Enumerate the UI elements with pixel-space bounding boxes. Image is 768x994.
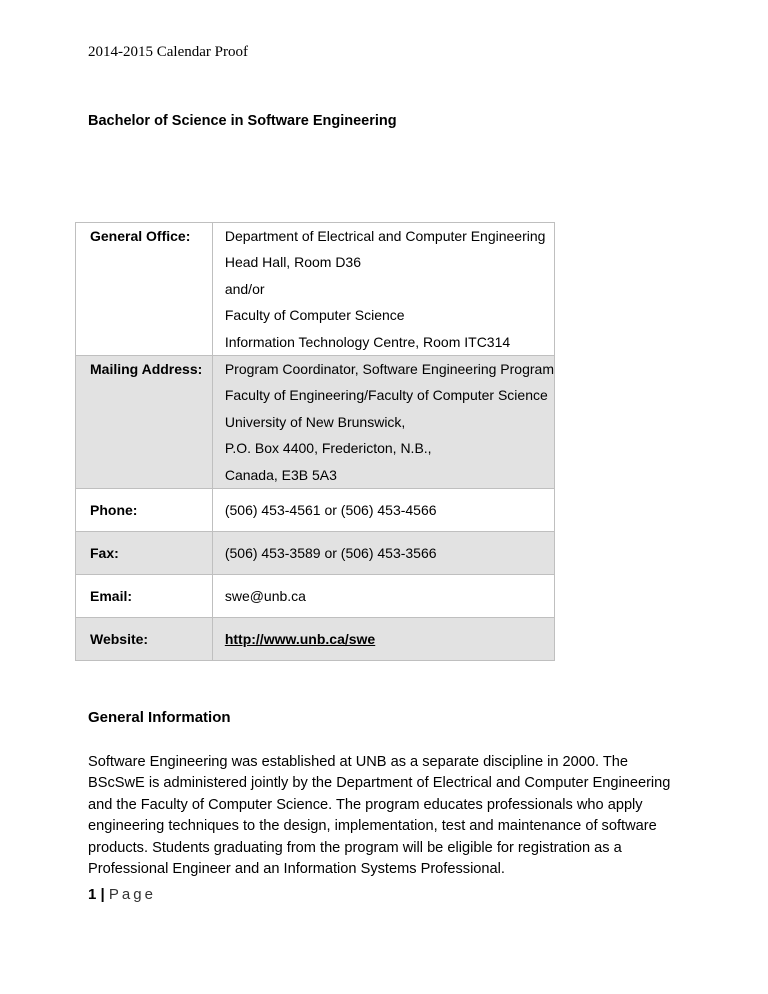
address-line: and/or — [224, 280, 265, 297]
fax-value: (506) 453-3589 or (506) 453-3566 — [212, 531, 554, 574]
contact-info-table — [75, 222, 555, 661]
table-row-general-office — [76, 223, 555, 356]
general-information-paragraph: Software Engineering was established at UNB as a separate discipline in 2000. The BScSwE is administered jointly by the Department of Electrical and Computer Engineering and the Faculty of Computer Science. The program educates professionals who apply engineering techniques to the design, implementation, test and maintenance of software products. Students graduating from the program will be eligible for registration as a Professional Engineer and an Information Systems Professional. — [88, 754, 671, 878]
page-footer — [88, 886, 156, 903]
address-line: Canada, E3B 5A3 — [224, 466, 337, 483]
table-row-website — [76, 617, 555, 660]
row-label: Website: — [76, 617, 213, 660]
website-link[interactable]: http://www.unb.ca/swe — [224, 630, 376, 647]
address-line: Information Technology Centre, Room ITC314 — [224, 333, 511, 350]
table-row-email — [76, 574, 555, 617]
row-label: General Office: — [76, 223, 213, 356]
website-cell — [212, 617, 554, 660]
address-line: Program Coordinator, Software Engineering Program — [224, 360, 554, 377]
phone-value: (506) 453-4561 or (506) 453-4566 — [212, 488, 554, 531]
address-line: Faculty of Engineering/Faculty of Computer Science — [224, 387, 548, 404]
page-label: Page — [108, 886, 156, 903]
email-value: swe@unb.ca — [212, 574, 554, 617]
row-label: Phone: — [76, 488, 213, 531]
table-row-phone — [76, 488, 555, 531]
footer-separator: | — [100, 886, 105, 903]
row-value — [212, 355, 554, 488]
address-line: P.O. Box 4400, Fredericton, N.B., — [224, 440, 432, 457]
table-row-mailing-address — [76, 355, 555, 488]
table-row-fax — [76, 531, 555, 574]
page-number: 1 — [88, 886, 97, 903]
address-line: Faculty of Computer Science — [224, 307, 405, 324]
page-header: 2014-2015 Calendar Proof — [88, 44, 248, 60]
address-line: Head Hall, Room D36 — [224, 254, 361, 271]
row-value — [212, 223, 554, 356]
address-line: University of New Brunswick, — [224, 413, 406, 430]
row-label: Fax: — [76, 531, 213, 574]
row-label: Mailing Address: — [76, 355, 213, 488]
document-title: Bachelor of Science in Software Engineering — [88, 113, 397, 129]
row-label: Email: — [76, 574, 213, 617]
section-heading-general-information: General Information — [88, 709, 231, 726]
address-line: Department of Electrical and Computer Engineering — [224, 228, 546, 244]
